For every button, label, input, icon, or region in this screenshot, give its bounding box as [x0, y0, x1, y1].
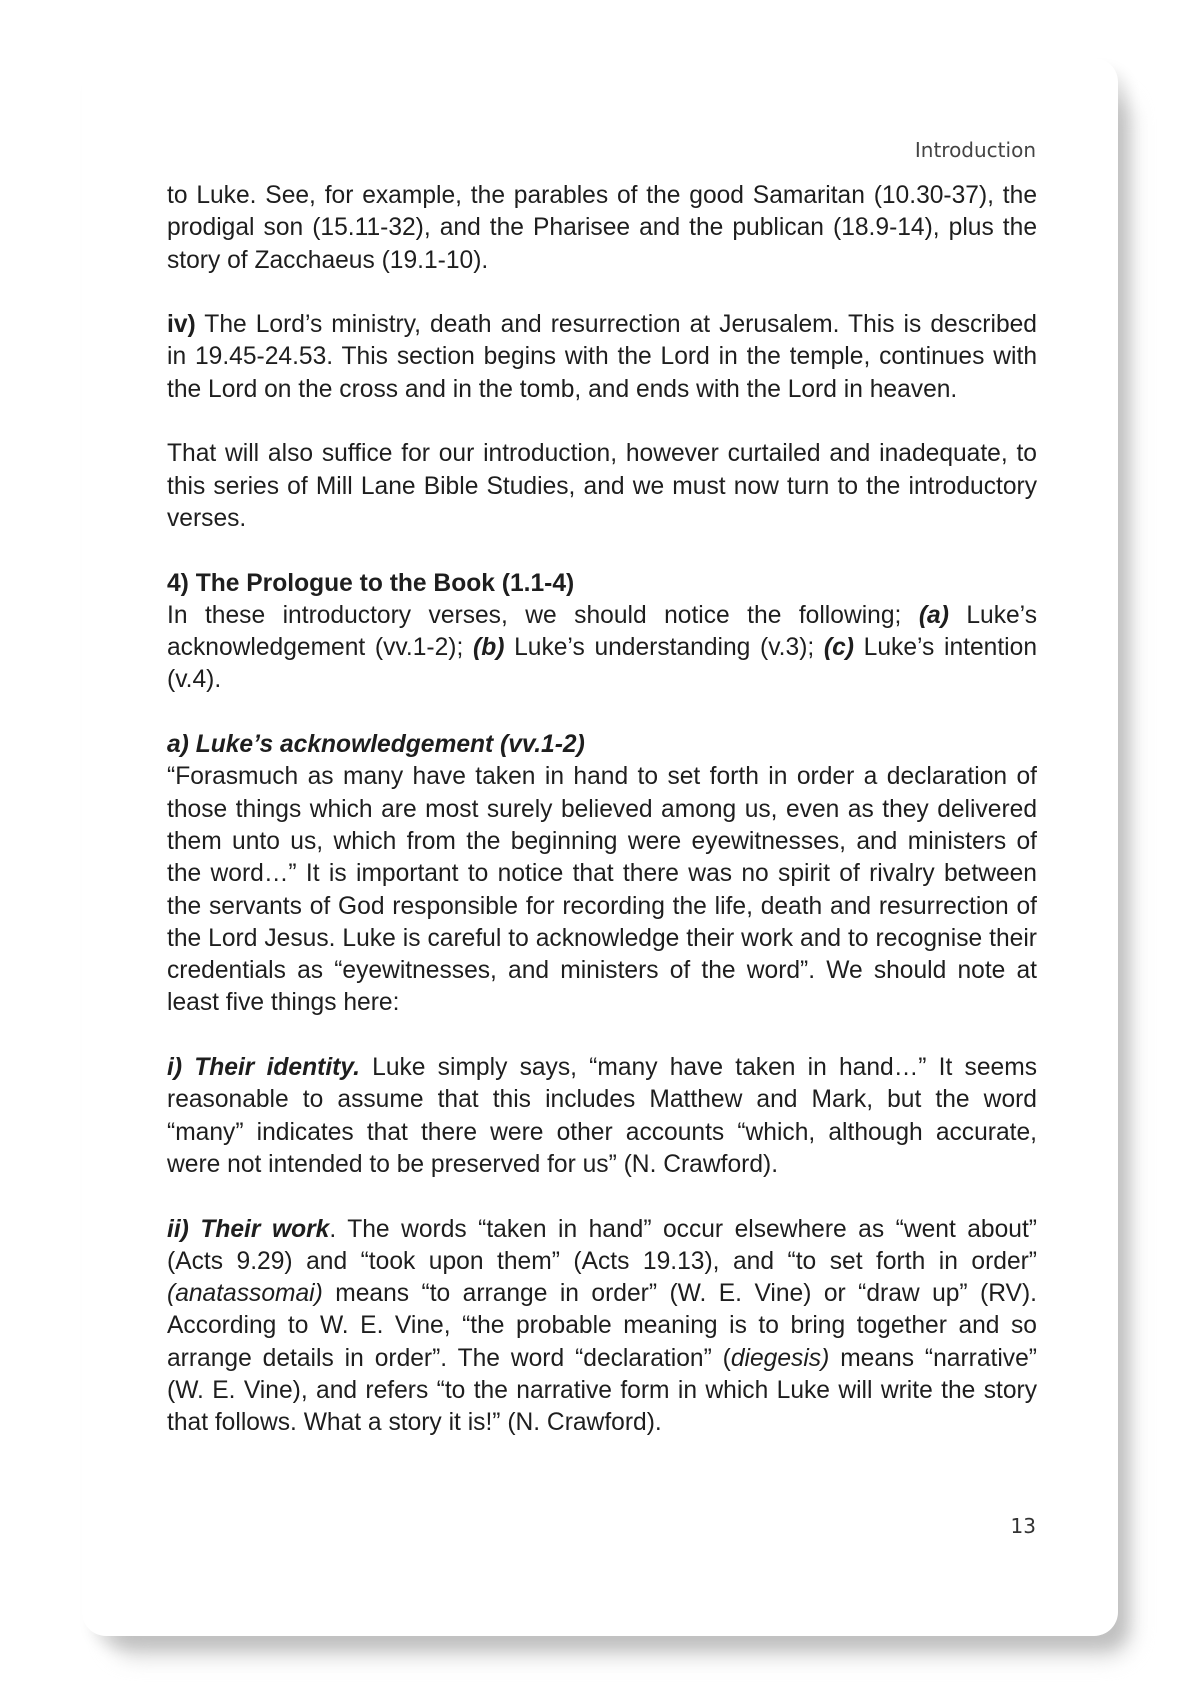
section-heading-acknowledgement: a) Luke’s acknowledgement (vv.1-2): [167, 731, 585, 759]
point-label-iv: iv): [167, 311, 196, 339]
point-text: Luke simply says, “many have taken in hand…” It seems reasonable to assume that this includes Matthew and Mark, but the word “many” indicates that there were other accounts “which, although accurate, were not intended to be preserved for us” (N. Crawford).: [167, 1054, 1037, 1178]
point-text: means “narrative” (W. E. Vine), and refers “to the narrative form in which Luke will write the story that follows. What a story it is!” (N. Crawford).: [167, 1344, 1037, 1437]
section-text: Luke’s understanding (v.3);: [504, 634, 824, 662]
marker-c: (c): [823, 634, 854, 662]
book-page: [82, 58, 1118, 1636]
point-identity: [167, 1052, 1037, 1181]
section-text: Luke’s acknowledgement (vv.1-2);: [167, 601, 1037, 662]
point-label-work: ii) Their work: [167, 1215, 330, 1243]
point-text: . The words “taken in hand” occur elsewhere as “went about” (Acts 9.29) and “took upon them” (Acts 19.13), and “to set forth in order”: [167, 1215, 1037, 1275]
marker-b: (b): [473, 634, 505, 662]
paragraph-ministry-jerusalem: [167, 309, 1037, 406]
section-heading-prologue: 4) The Prologue to the Book (1.1-4): [167, 569, 575, 597]
body-text: [167, 180, 1037, 1472]
paragraph-introduction-conclusion: That will also suffice for our introduction, however curtailed and inadequate, to this series of Mill Lane Bible Studies, and we must now turn to the introductory verses.: [167, 440, 1037, 532]
section-acknowledgement: [167, 729, 1037, 1020]
section-prologue: [167, 568, 1037, 697]
point-label-identity: i) Their identity.: [167, 1054, 360, 1082]
section-text: Luke’s intention (v.4).: [167, 634, 1038, 694]
running-head: Introduction: [914, 138, 1036, 162]
marker-a: (a): [918, 601, 949, 629]
point-work: [167, 1214, 1037, 1440]
greek-word-diegesis: diegesis): [730, 1344, 830, 1372]
paragraph-text: The Lord’s ministry, death and resurrection at Jerusalem. This is described in 19.45-24.53. This section begins with the Lord in the temple, continues with the Lord on the cross and in the tomb, and ends with the Lord in heaven.: [167, 311, 1037, 403]
page-number: 13: [1010, 1514, 1036, 1538]
section-text: “Forasmuch as many have taken in hand to set forth in order a declaration of those things which are most surely believed among us, even as they delivered them unto us, which from the beginning were eyewitnesses, and ministers of the word…” It is important to notice that there was no spirit of rivalry between the servants of God responsible for recording the life, death and resurrection of the Lord Jesus. Luke is careful to acknowledge their work and to recognise their credentials as “eyewitnesses, and ministers of the word”. We should note at least five things here:: [167, 763, 1037, 1017]
paragraph-parables: to Luke. See, for example, the parables of the good Samaritan (10.30-37), the prodigal son (15.11-32), and the Pharisee and the publican (18.9-14), plus the story of Zacchaeus (19.1-10).: [167, 182, 1037, 274]
point-text: means “to arrange in order” (W. E. Vine) or “draw up” (RV). According to W. E. Vine, “the probable meaning is to bring together and so arrange details in order”. The word “declaration” (: [167, 1280, 1037, 1372]
greek-word-anatassomai: (anatassomai): [167, 1280, 323, 1308]
section-text: In these introductory verses, we should notice the following;: [167, 601, 919, 629]
